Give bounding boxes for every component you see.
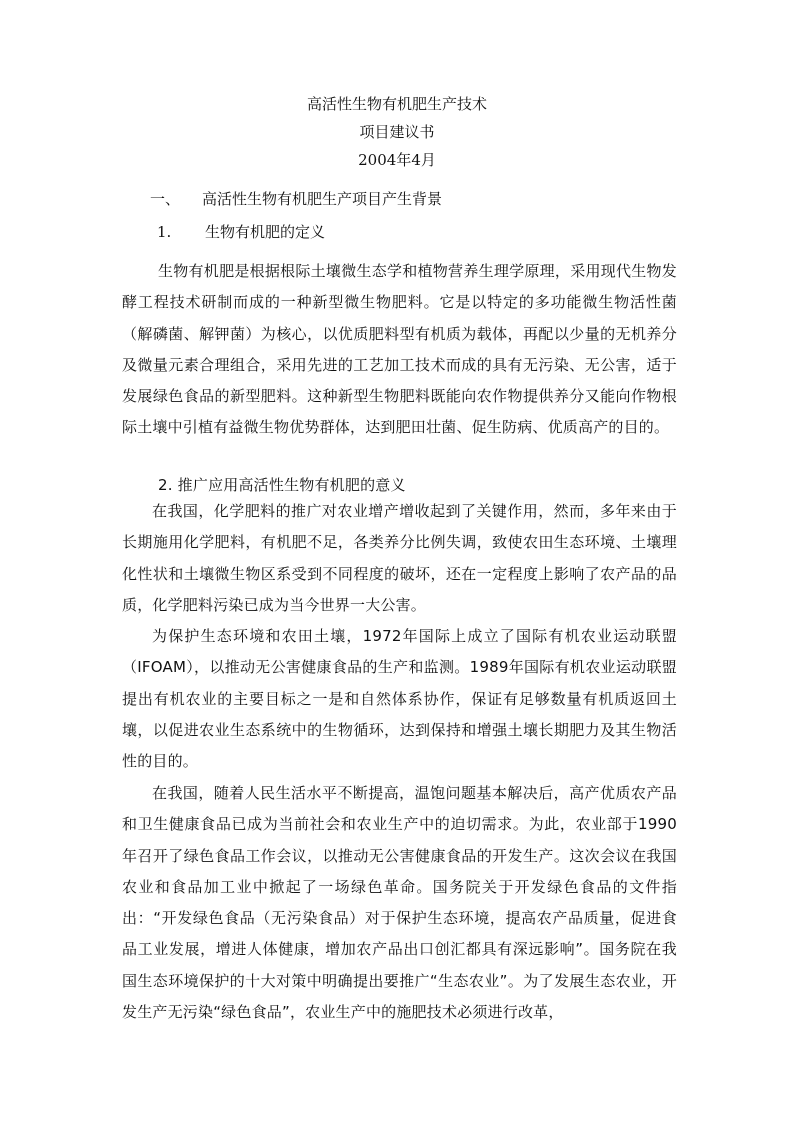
paragraph-definition: 生物有机肥是根据根际土壤微生态学和植物营养生理学原理，采用现代生物发酵工程技术研制而成的一种新型微生物肥料。它是以特定的多功能微生物活性菌（解磷菌、解钾菌）为核心，以优质肥料型有机质为载体，再配以少量的无机养分及微量元素合理组合，采用先进的工艺加工技术而成的具有无污染、无公害，适于发展绿色食品的新型肥料。这种新型生物肥料既能向农作物提供养分又能向作物根际土壤中引植有益微生物优势群体，达到肥田壮菌、促生防病、优质高产的目的。 xyxy=(122,262,677,437)
section-1-number: 一、 xyxy=(150,190,181,208)
section-1-1-title: 生物有机肥的定义 xyxy=(205,223,326,241)
section-1-2-heading: 2. 推广应用高活性生物有机肥的意义 xyxy=(158,476,406,494)
document-title: 高活性生物有机肥生产技术 xyxy=(306,95,487,113)
document-date: 2004年4月 xyxy=(358,151,436,169)
section-1-1-heading xyxy=(157,219,677,245)
section-1-title: 高活性生物有机肥生产项目产生背景 xyxy=(202,190,443,208)
paragraph-ifoam: 为保护生态环境和农田土壤，1972年国际上成立了国际有机农业运动联盟（IFOAM），以推动无公害健康食品的生产和监测。1989年国际有机农业运动联盟提出有机农业的主要目标之一是和自然体系协作，保证有足够数量有机质返回土壤，以促进农业生态系统中的生物循环，达到保持和增强土壤长期肥力及其生物活性的目的。 xyxy=(122,627,677,771)
section-1-1-number: 1. xyxy=(157,223,172,241)
section-1-heading xyxy=(150,186,670,212)
paragraph-green-food: 在我国，随着人民生活水平不断提高，温饱问题基本解决后，高产优质农产品和卫生健康食品已成为当前社会和农业生产中的迫切需求。为此，农业部于1990年召开了绿色食品工作会议，以推动无公害健康食品的开发生产。这次会议在我国农业和食品加工业中掀起了一场绿色革命。国务院关于开发绿色食品的文件指出：“开发绿色食品（无污染食品）对于保护生态环境，提高农产品质量，促进食品工业发展，增进人体健康，增加农产品出口创汇都具有深远影响”。国务院在我国生态环境保护的十大对策中明确提出要推广“生态农业”。为了发展生态农业，开发生产无污染“绿色食品”，农业生产中的施肥技术必须进行改革， xyxy=(122,784,677,1022)
document-subtitle: 项目建议书 xyxy=(359,123,435,141)
title-block xyxy=(0,90,794,174)
paragraph-chemical-fertilizer: 在我国，化学肥料的推广对农业增产增收起到了关键作用，然而，多年来由于长期施用化学肥料，有机肥不足，各类养分比例失调，致使农田生态环境、土壤理化性状和土壤微生物区系受到不同程度的破坏，还在一定程度上影响了农产品的品质，化学肥料污染已成为当今世界一大公害。 xyxy=(122,502,677,614)
